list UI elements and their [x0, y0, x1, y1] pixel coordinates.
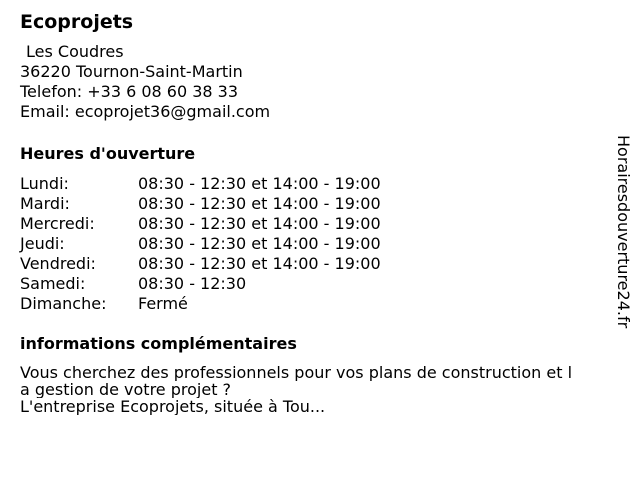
description-line: a gestion de votre projet ?	[20, 381, 232, 398]
opening-hours-list	[20, 174, 620, 314]
description-line: Vous cherchez des professionnels pour vos plans de construction et l	[20, 364, 573, 381]
hours-row-tuesday	[20, 194, 620, 214]
address-street: Les Coudres	[26, 42, 124, 61]
day-label: Mardi:	[20, 194, 70, 213]
business-card	[20, 10, 620, 415]
contact-block	[20, 42, 620, 122]
day-label: Vendredi:	[20, 254, 96, 273]
additional-info-heading: informations complémentaires	[20, 334, 297, 353]
email-address: Email: ecoprojet36@gmail.com	[20, 102, 271, 121]
hours-row-monday	[20, 174, 620, 194]
day-label: Jeudi:	[20, 234, 65, 253]
time-range: 08:30 - 12:30	[138, 274, 247, 293]
site-watermark: Horairesdouverture24.fr	[614, 135, 633, 329]
address-city: 36220 Tournon-Saint-Martin	[20, 62, 243, 81]
hours-row-saturday	[20, 274, 620, 294]
hours-row-thursday	[20, 234, 620, 254]
hours-row-wednesday	[20, 214, 620, 234]
business-description	[20, 364, 620, 415]
time-range: 08:30 - 12:30 et 14:00 - 19:00	[138, 194, 381, 213]
opening-hours-heading: Heures d'ouverture	[20, 144, 196, 163]
day-label: Mercredi:	[20, 214, 95, 233]
hours-row-sunday	[20, 294, 620, 314]
day-label: Samedi:	[20, 274, 86, 293]
hours-row-friday	[20, 254, 620, 274]
description-line: L'entreprise Ecoprojets, située à Tou...	[20, 398, 326, 415]
phone-number: Telefon: +33 6 08 60 38 33	[20, 82, 239, 101]
time-range: 08:30 - 12:30 et 14:00 - 19:00	[138, 214, 381, 233]
time-range: Fermé	[138, 294, 188, 313]
time-range: 08:30 - 12:30 et 14:00 - 19:00	[138, 174, 381, 193]
day-label: Dimanche:	[20, 294, 107, 313]
time-range: 08:30 - 12:30 et 14:00 - 19:00	[138, 254, 381, 273]
business-name: Ecoprojets	[20, 11, 134, 33]
day-label: Lundi:	[20, 174, 69, 193]
time-range: 08:30 - 12:30 et 14:00 - 19:00	[138, 234, 381, 253]
